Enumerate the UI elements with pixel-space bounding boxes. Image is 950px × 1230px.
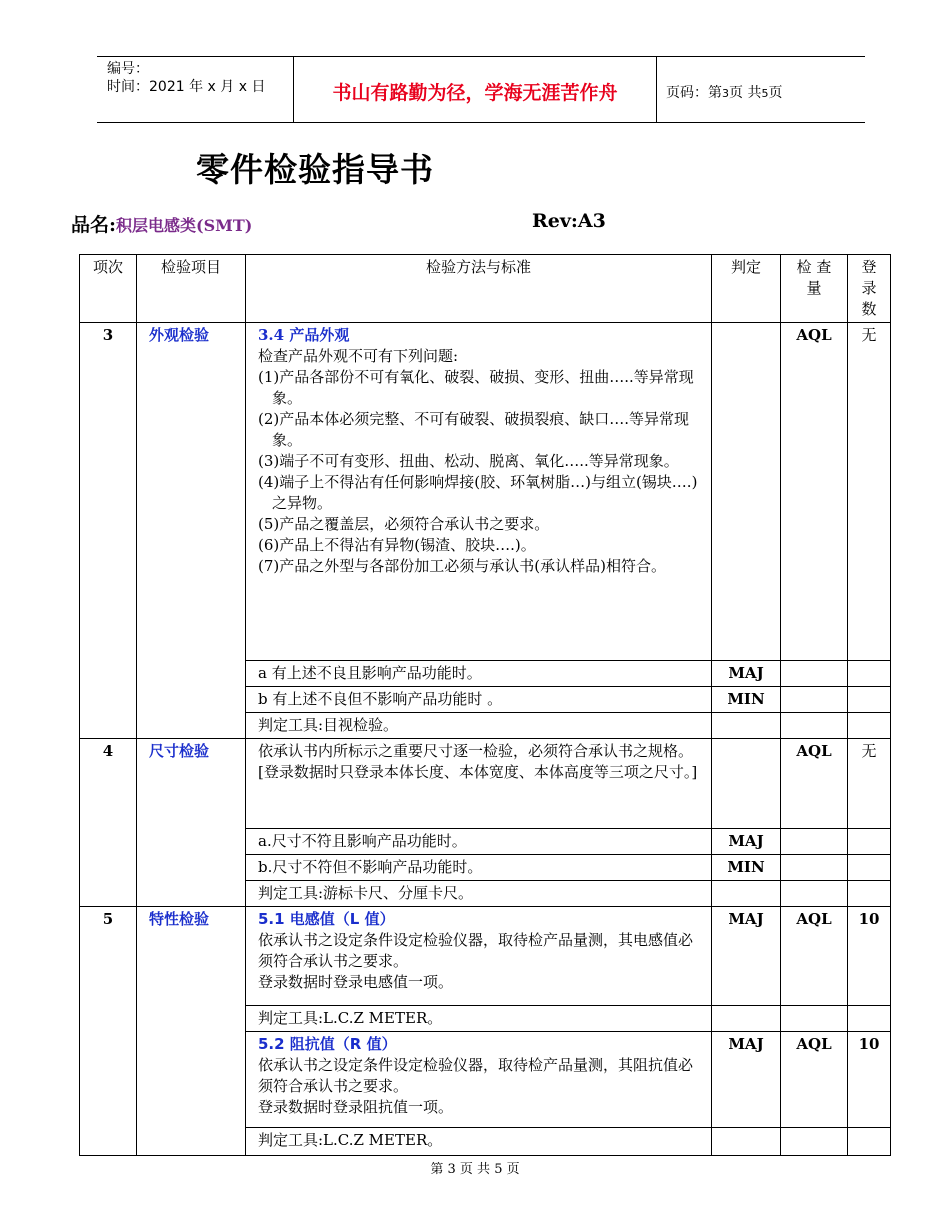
row-no: 5 xyxy=(80,907,137,1156)
row-judge xyxy=(712,739,781,829)
list-item: (6)产品上不得沾有异物(锡渣、胶块….)。 xyxy=(258,536,536,554)
revision: Rev:A3 xyxy=(532,210,606,232)
time-label: 时间：2021 年 x 月 x 日 xyxy=(107,79,266,95)
header-bottom-rule xyxy=(97,122,865,123)
row-judge xyxy=(712,323,781,661)
section-title: 5.2 阻抗值（R 值） xyxy=(258,1035,397,1053)
list-item: (2)产品本体必须完整、不可有破裂、破损裂痕、缺口….等异常现象。 xyxy=(258,410,690,449)
page-mid: 页 共 xyxy=(729,85,762,101)
row-qty: AQL xyxy=(781,323,848,661)
row-qty: AQL xyxy=(781,1032,848,1128)
header-qty: 检 查 量 xyxy=(781,255,848,323)
table-row xyxy=(80,907,891,1006)
table-row xyxy=(80,323,891,661)
subrow-judge xyxy=(712,713,781,739)
header-motto: 书山有路勤为径，学海无涯苦作舟 xyxy=(332,82,618,104)
subrow-text: b 有上述不良但不影响产品功能时 。 xyxy=(246,687,712,713)
section-title: 5.1 电感值（L 值） xyxy=(258,910,395,928)
list-item: (3)端子不可有变形、扭曲、松动、脱离、氧化…..等异常现象。 xyxy=(258,452,679,470)
header-record: 登录数 xyxy=(848,255,891,323)
subrow-text: a 有上述不良且影响产品功能时。 xyxy=(246,661,712,687)
subrow-text: 判定工具:L.C.Z METER。 xyxy=(246,1006,712,1032)
row-record: 无 xyxy=(848,323,891,661)
page-footer: 第 3 页 共 5 页 xyxy=(430,1162,520,1177)
header-no: 项次 xyxy=(80,255,137,323)
list-item: (7)产品之外型与各部份加工必须与承认书(承认样品)相符合。 xyxy=(258,557,666,575)
table-header-row xyxy=(80,255,891,323)
method-intro: 检查产品外观不可有下列问题: xyxy=(258,347,459,365)
subrow-judge xyxy=(712,881,781,907)
row-no: 4 xyxy=(80,739,137,907)
row-method xyxy=(246,907,712,1006)
page-suffix: 页 xyxy=(768,85,783,101)
row-record: 10 xyxy=(848,1032,891,1128)
list-item: (5)产品之覆盖层，必须符合承认书之要求。 xyxy=(258,515,550,533)
code-label: 编号： xyxy=(107,61,149,77)
row-item: 尺寸检验 xyxy=(137,739,246,907)
header-divider-2 xyxy=(656,57,657,122)
page-current: 3 xyxy=(722,87,729,100)
page-total: 5 xyxy=(761,87,769,100)
row-qty: AQL xyxy=(781,739,848,829)
subrow-text: b.尺寸不符但不影响产品功能时。 xyxy=(246,855,712,881)
row-judge: MAJ xyxy=(712,907,781,1006)
row-record: 10 xyxy=(848,907,891,1006)
subrow-text: 判定工具:目视检验。 xyxy=(246,713,712,739)
method-note: [登录数据时只登录本体长度、本体宽度、本体高度等三项之尺寸。] xyxy=(258,763,698,781)
document-title: 零件检验指导书 xyxy=(196,150,434,189)
row-item: 外观检验 xyxy=(137,323,246,739)
method-text: 依承认书之设定条件设定检验仪器，取待检产品量测，其电感值必须符合承认书之要求。 xyxy=(258,931,694,970)
header-method: 检验方法与标准 xyxy=(246,255,712,323)
subrow-judge: MIN xyxy=(712,687,781,713)
table-row xyxy=(80,739,891,829)
method-record: 登录数据时登录电感值一项。 xyxy=(258,973,454,991)
row-method xyxy=(246,1032,712,1128)
row-judge: MAJ xyxy=(712,1032,781,1128)
row-no: 3 xyxy=(80,323,137,739)
method-text: 依承认书内所标示之重要尺寸逐一检验，必须符合承认书之规格。 xyxy=(258,742,694,760)
row-record: 无 xyxy=(848,739,891,829)
product-value: 积层电感类(SMT) xyxy=(116,216,253,235)
section-title: 3.4 产品外观 xyxy=(258,326,350,344)
method-text: 依承认书之设定条件设定检验仪器，取待检产品量测，其阻抗值必须符合承认书之要求。 xyxy=(258,1056,694,1095)
header-judge: 判定 xyxy=(712,255,781,323)
product-label: 品名: xyxy=(71,214,117,236)
subrow-judge: MAJ xyxy=(712,661,781,687)
page-prefix: 页码：第 xyxy=(666,85,722,101)
header-meta xyxy=(107,60,265,96)
subrow-judge: MIN xyxy=(712,855,781,881)
header-top-rule xyxy=(97,56,865,57)
row-qty: AQL xyxy=(781,907,848,1006)
row-method xyxy=(246,739,712,829)
row-item: 特性检验 xyxy=(137,907,246,1156)
list-item: (1)产品各部份不可有氧化、破裂、破损、变形、扭曲…..等异常现象。 xyxy=(258,368,694,407)
list-item: (4)端子上不得沾有任何影响焊接(胶、环氧树脂…)与组立(锡块….)之异物。 xyxy=(258,473,698,512)
inspection-table xyxy=(79,254,891,1156)
header-item: 检验项目 xyxy=(137,255,246,323)
subrow-text: 判定工具:游标卡尺、分厘卡尺。 xyxy=(246,881,712,907)
subrow-text: 判定工具:L.C.Z METER。 xyxy=(246,1128,712,1156)
row-method xyxy=(246,323,712,661)
method-record: 登录数据时登录阻抗值一项。 xyxy=(258,1098,454,1116)
subrow-judge: MAJ xyxy=(712,829,781,855)
product-name xyxy=(71,210,252,237)
header-page-number xyxy=(666,82,782,102)
subrow-text: a.尺寸不符且影响产品功能时。 xyxy=(246,829,712,855)
